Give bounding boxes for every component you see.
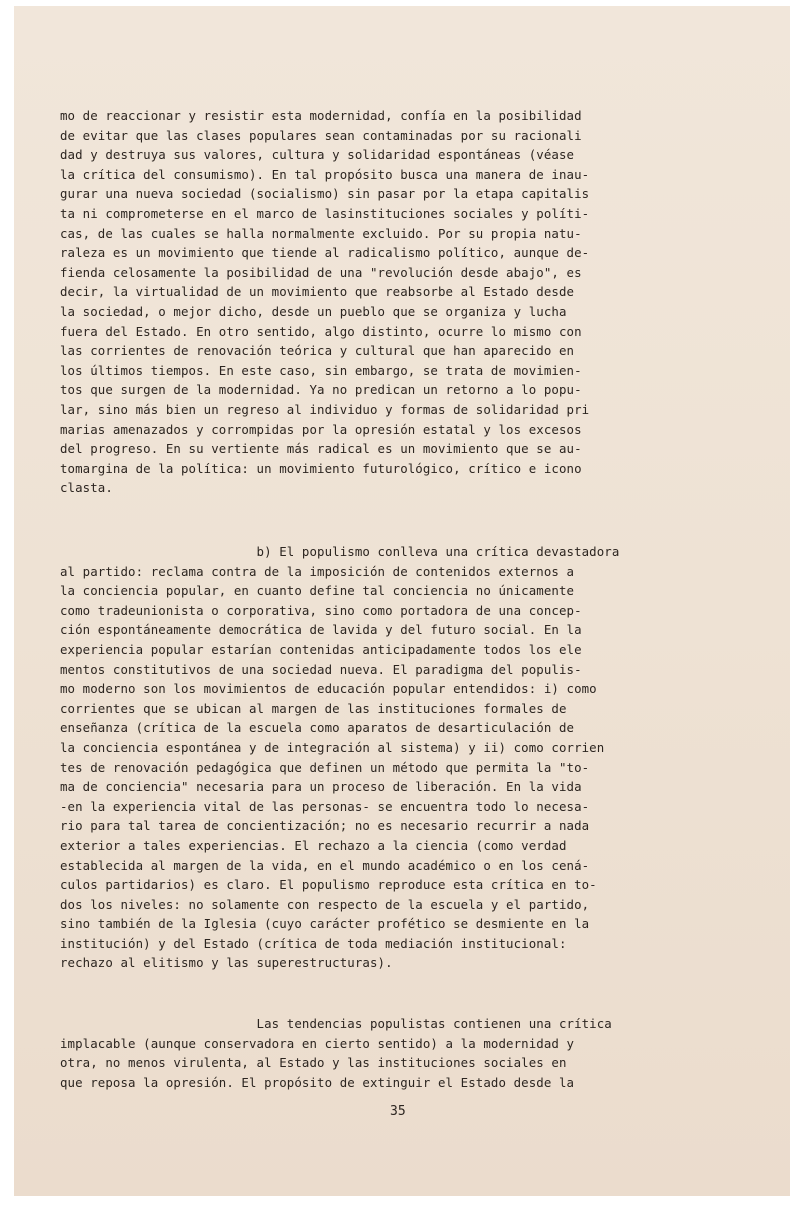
text-line: exterior a tales experiencias. El rechazo a la ciencia (como verdad (60, 837, 567, 853)
text-line: la sociedad, o mejor dicho, desde un pueblo que se organiza y lucha (60, 303, 567, 319)
text-line: tos que surgen de la modernidad. Ya no predican un retorno a lo popu- (60, 382, 582, 398)
text-line: establecida al margen de la vida, en el mundo académico o en los cená- (60, 857, 590, 873)
text-line: al partido: reclama contra de la imposición de contenidos externos a (60, 563, 575, 579)
text-line: ta ni comprometerse en el marco de lasinstituciones sociales y políti- (60, 205, 590, 221)
text-line: la conciencia espontánea y de integración al sistema) y ii) como corrien (60, 739, 605, 755)
text-line: raleza es un movimiento que tiende al radicalismo político, aunque de- (60, 245, 590, 261)
text-line: sino también de la Iglesia (cuyo carácter profético se desmiente en la (60, 916, 590, 932)
text-line: la conciencia popular, en cuanto define tal conciencia no únicamente (60, 583, 575, 599)
paragraph-2 (60, 542, 760, 973)
text-line: fuera del Estado. En otro sentido, algo distinto, ocurre lo mismo con (60, 323, 582, 339)
text-line: ma de conciencia" necesaria para un proceso de liberación. En la vida (60, 779, 582, 795)
text-line: lar, sino más bien un regreso al individuo y formas de solidaridad pri (60, 401, 590, 417)
text-line: Las tendencias populistas contienen una crítica (60, 1016, 612, 1031)
text-line: clasta. (60, 480, 113, 496)
text-line: mentos constitutivos de una sociedad nueva. El paradigma del populis- (60, 661, 582, 677)
text-line: decir, la virtualidad de un movimiento que reabsorbe al Estado desde (60, 284, 575, 300)
text-line: rechazo al elitismo y las superestructuras). (60, 955, 393, 971)
text-line: mo moderno son los movimientos de educación popular entendidos: i) como (60, 681, 597, 697)
text-line: tomargina de la política: un movimiento futurológico, crítico e icono (60, 460, 582, 476)
text-line: mo de reaccionar y resistir esta modernidad, confía en la posibilidad (60, 108, 582, 123)
text-line: gurar una nueva sociedad (socialismo) sin pasar por la etapa capitalis (60, 186, 590, 202)
text-line: experiencia popular estarían contenidas anticipadamente todos los ele (60, 641, 582, 657)
text-line: como tradeunionista o corporativa, sino como portadora de una concep- (60, 602, 582, 618)
text-line: las corrientes de renovación teórica y cultural que han aparecido en (60, 343, 575, 359)
text-line: del progreso. En su vertiente más radical es un movimiento que se au- (60, 441, 582, 457)
text-line: de evitar que las clases populares sean contaminadas por su racionali (60, 127, 582, 143)
text-line: enseñanza (crítica de la escuela como aparatos de desarticulación de (60, 720, 575, 736)
text-line: que reposa la opresión. El propósito de extinguir el Estado desde la (60, 1074, 575, 1090)
text-line: -en la experiencia vital de las personas- se encuentra todo lo necesa- (60, 798, 590, 814)
text-line: otra, no menos virulenta, al Estado y las instituciones sociales en (60, 1055, 567, 1071)
text-line: corrientes que se ubican al margen de las instituciones formales de (60, 700, 567, 716)
text-line: implacable (aunque conservadora en cierto sentido) a la modernidad y (60, 1035, 575, 1051)
paragraph-1 (60, 106, 760, 498)
text-line: dad y destruya sus valores, cultura y solidaridad espontáneas (véase (60, 147, 575, 163)
text-line: dos los niveles: no solamente con respecto de la escuela y el partido, (60, 896, 590, 912)
text-line: culos partidarios) es claro. El populismo reproduce esta crítica en to- (60, 877, 597, 893)
text-line: cas, de las cuales se halla normalmente excluido. Por su propia natu- (60, 225, 582, 241)
text-line: la crítica del consumismo). En tal propósito busca una manera de inau- (60, 166, 590, 182)
text-line: institución) y del Estado (crítica de toda mediación institucional: (60, 935, 567, 951)
text-line: marias amenazados y corrompidas por la opresión estatal y los excesos (60, 421, 582, 437)
page-number: 35 (390, 1104, 406, 1119)
text-line: rio para tal tarea de concientización; no es necesario recurrir a nada (60, 818, 590, 834)
text-line: b) El populismo conlleva una crítica devastadora (60, 544, 620, 559)
text-line: tes de renovación pedagógica que definen un método que permita la "to- (60, 759, 590, 775)
document-page (14, 6, 790, 1196)
text-line: los últimos tiempos. En este caso, sin embargo, se trata de movimien- (60, 362, 582, 378)
paragraph-3 (60, 1014, 760, 1092)
text-line: fienda celosamente la posibilidad de una "revolución desde abajo", es (60, 264, 582, 280)
text-line: ción espontáneamente democrática de lavida y del futuro social. En la (60, 622, 582, 638)
